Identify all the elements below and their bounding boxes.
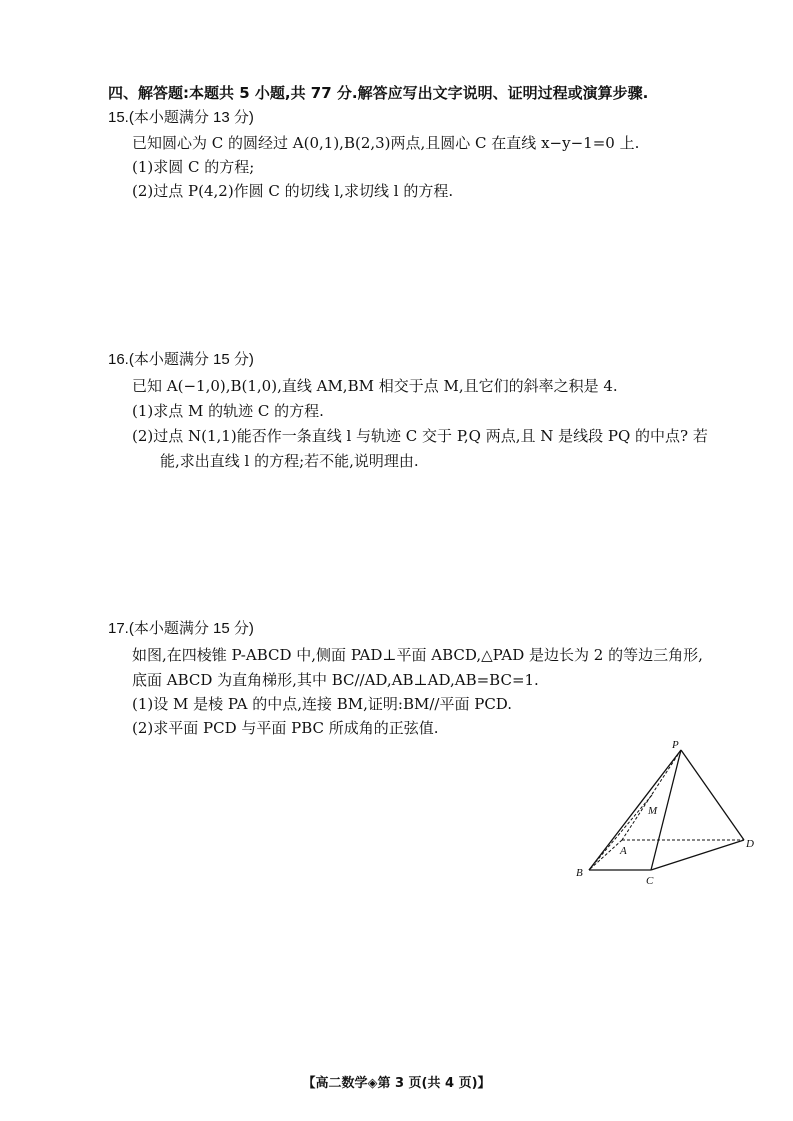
- segment-BM-hidden: [589, 795, 652, 870]
- q17-stem-line1: 如图,在四棱锥 P-ABCD 中,侧面 PAD⊥平面 ABCD,△PAD 是边长为 2 的等边三角形,: [132, 646, 703, 664]
- q16-title: 16.(本小题满分 15 分): [108, 351, 254, 368]
- q17-part1: (1)设 M 是棱 PA 的中点,连接 BM,证明:BM//平面 PCD.: [132, 695, 513, 713]
- edge-AB-hidden: [589, 840, 622, 870]
- q17-stem-line2: 底面 ABCD 为直角梯形,其中 BC//AD,AB⊥AD,AB=BC=1.: [132, 671, 539, 689]
- edge-PB: [589, 750, 681, 870]
- label-M: M: [648, 805, 658, 817]
- section-header: 四、解答题:本题共 5 小题,共 77 分.解答应写出文字说明、证明过程或演算步骤.: [108, 84, 649, 102]
- q16-stem: 已知 A(−1,0),B(1,0),直线 AM,BM 相交于点 M,且它们的斜率之积是 4.: [132, 377, 618, 395]
- q17-part2: (2)求平面 PCD 与平面 PBC 所成角的正弦值.: [132, 719, 439, 737]
- label-C: C: [646, 875, 654, 887]
- q15-stem: 已知圆心为 C 的圆经过 A(0,1),B(2,3)两点,且圆心 C 在直线 x−y−1=0 上.: [132, 134, 640, 152]
- q16-part2-line2: 能,求出直线 l 的方程;若不能,说明理由.: [160, 452, 419, 470]
- q15-part2: (2)过点 P(4,2)作圆 C 的切线 l,求切线 l 的方程.: [132, 182, 454, 200]
- page-footer: 【高二数学◈第 3 页(共 4 页)】: [302, 1076, 491, 1091]
- q16-part1: (1)求点 M 的轨迹 C 的方程.: [132, 402, 324, 420]
- label-D: D: [746, 838, 754, 850]
- q15-part1: (1)求圆 C 的方程;: [132, 158, 255, 176]
- label-B: B: [576, 867, 583, 879]
- pyramid-figure: [570, 730, 770, 890]
- label-P: P: [672, 739, 679, 751]
- label-A: A: [620, 845, 627, 857]
- edge-CD: [651, 840, 744, 870]
- q17-title: 17.(本小题满分 15 分): [108, 620, 254, 637]
- q15-title: 15.(本小题满分 13 分): [108, 109, 254, 126]
- q16-part2-line1: (2)过点 N(1,1)能否作一条直线 l 与轨迹 C 交于 P,Q 两点,且 N 是线段 PQ 的中点? 若: [132, 427, 708, 445]
- edge-PD: [681, 750, 744, 840]
